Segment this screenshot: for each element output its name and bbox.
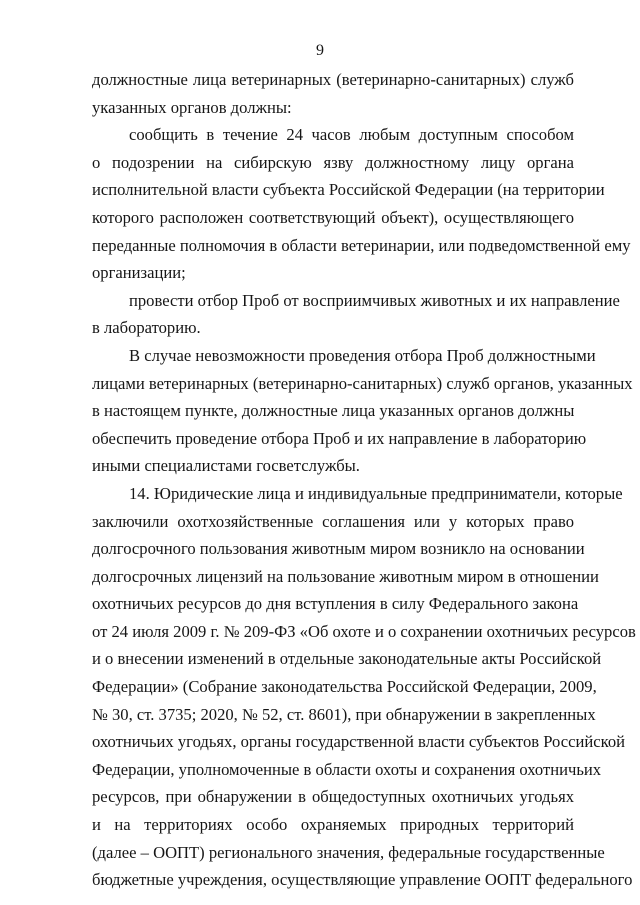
text-line: № 30, ст. 3735; 2020, № 52, ст. 8601), при обнаружении в закрепленных [92, 704, 596, 724]
text-line: указанных органов должны: [92, 97, 292, 117]
text-line: в лабораторию. [92, 318, 201, 338]
text-line: в настоящем пункте, должностные лица указанных органов должны [92, 401, 575, 421]
text-line: организации; [92, 263, 186, 283]
text-line: долгосрочных лицензий на пользование животным миром в отношении [92, 566, 599, 586]
text-line: от 24 июля 2009 г. № 209-ФЗ «Об охоте и о сохранении охотничьих ресурсов [92, 621, 636, 641]
text-line: Федерации» (Собрание законодательства Российской Федерации, 2009, [92, 677, 597, 697]
text-line: исполнительной власти субъекта Российской Федерации (на территории [92, 180, 605, 200]
page-number: 9 [316, 42, 324, 59]
text-line: и о внесении изменений в отдельные законодательные акты Российской [92, 649, 602, 669]
text-line: должностные лица ветеринарных (ветеринарно-санитарных) служб [92, 70, 574, 89]
text-line: провести отбор Проб от восприимчивых животных и их направление [129, 290, 620, 310]
text-line: сообщить в течение 24 часов любым доступным способом [129, 125, 574, 145]
text-line: и на территориях особо охраняемых природных территорий [92, 815, 574, 835]
text-line: бюджетные учреждения, осуществляющие управление ООПТ федерального [92, 870, 633, 890]
text-line: переданные полномочия в области ветеринарии, или подведомственной ему [92, 235, 631, 255]
text-line: ресурсов, при обнаружении в общедоступных охотничьих угодьях [92, 787, 574, 807]
text-line: обеспечить проведение отбора Проб и их направление в лабораторию [92, 428, 587, 448]
text-line: (далее – ООПТ) регионального значения, федеральные государственные [92, 842, 605, 862]
body-text [92, 66, 636, 894]
text-line: охотничьих ресурсов до дня вступления в силу Федерального закона [92, 594, 579, 614]
text-line: охотничьих угодьях, органы государственной власти субъектов Российской [92, 732, 626, 752]
text-line: о подозрении на сибирскую язву должностному лицу органа [92, 152, 574, 172]
text-line: В случае невозможности проведения отбора Проб должностными [129, 345, 596, 365]
text-line: лицами ветеринарных (ветеринарно-санитарных) служб органов, указанных [92, 373, 633, 393]
text-line: 14. Юридические лица и индивидуальные предприниматели, которые [129, 483, 623, 503]
text-line: Федерации, уполномоченные в области охоты и сохранения охотничьих [92, 759, 602, 779]
text-line: заключили охотхозяйственные соглашения или у которых право [92, 511, 574, 531]
text-line: долгосрочного пользования животным миром возникло на основании [92, 539, 585, 559]
text-line: иными специалистами госветслужбы. [92, 456, 360, 476]
text-line: которого расположен соответствующий объект), осуществляющего [92, 207, 574, 227]
